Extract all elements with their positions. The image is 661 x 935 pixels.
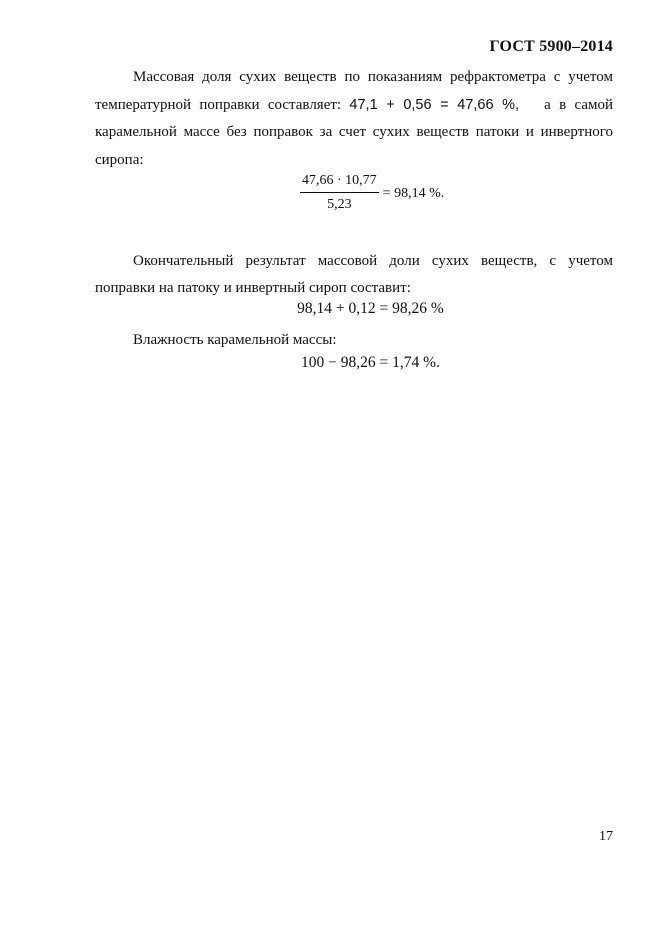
fraction-result: = 98,14 %. — [382, 185, 445, 201]
paragraph-moisture-text: Влажность карамельной массы: — [133, 332, 337, 348]
sum-formula: 98,14 + 0,12 = 98,26 % — [297, 300, 444, 317]
document-header: ГОСТ 5900–2014 — [489, 38, 613, 55]
fraction-formula — [300, 172, 444, 215]
inline-formula: 47,1 + 0,56 = 47,66 %, — [349, 96, 520, 113]
fraction-numerator: 47,66 · 10,77 — [300, 172, 379, 193]
paragraph-text-part-b: а в самой карамельной массе без поправок за счет сухих веществ патоки и инвертного сиропа: — [95, 96, 617, 168]
paragraph-dry-matter — [95, 64, 617, 174]
paragraph-final-result — [95, 248, 613, 302]
page-number: 17 — [599, 829, 613, 844]
paragraph-moisture — [95, 327, 613, 354]
paragraph-text-part-a: Массовая доля сухих веществ по показаниям рефрактометра с учетом температурной поправки составляет: — [95, 69, 613, 113]
fraction — [300, 172, 379, 215]
paragraph-final-text: Окончательный результат массовой доли сухих веществ, с учетом поправки на патоку и инвертный сироп составит: — [95, 253, 613, 296]
fraction-denominator: 5,23 — [327, 197, 352, 212]
moisture-formula: 100 − 98,26 = 1,74 %. — [301, 354, 440, 371]
